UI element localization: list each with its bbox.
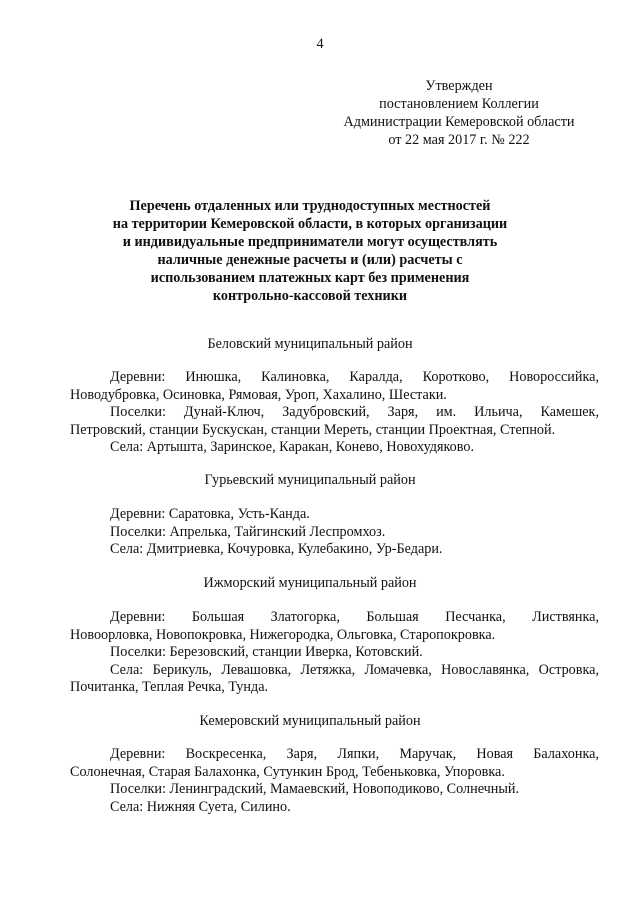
district-localities: [70, 506, 599, 559]
title-line: Перечень отдаленных или труднодоступных местностей: [129, 198, 491, 214]
title-line: наличные денежные расчеты и (или) расчеты с: [157, 252, 463, 268]
settlements-line: Петровский, станции Бускускан, станции Мереть, станции Проектная, Степной.: [70, 421, 556, 438]
document-title: [60, 197, 560, 305]
approval-line: постановлением Коллегии: [379, 96, 539, 112]
page-number: 4: [316, 36, 324, 52]
district-localities: [70, 746, 599, 816]
villages-line: Деревни: Большая Златогорка, Большая Песчанка, Листвянка,: [110, 609, 599, 625]
district-heading: Кемеровский муниципальный район: [199, 713, 421, 729]
villages-line: Деревни: Саратовка, Усть-Канда.: [110, 506, 310, 522]
selos-line: Села: Берикуль, Левашовка, Летяжка, Ломачевка, Новославянка, Островка,: [110, 661, 599, 678]
villages-line: Солонечная, Старая Балахонка, Сутункин Брод, Тебеньковка, Упоровка.: [70, 763, 505, 780]
villages-line: Новоорловка, Новопокровка, Нижегородка, Ольговка, Старопокровка.: [70, 626, 496, 643]
villages-line: Деревни: Воскресенка, Заря, Ляпки, Маручак, Новая Балахонка,: [110, 746, 599, 762]
villages-line: Деревни: Инюшка, Калиновка, Каралда, Коротково, Новороссийка,: [110, 369, 599, 385]
district-localities: [70, 369, 599, 457]
district-heading: Гурьевский муниципальный район: [204, 472, 416, 488]
settlements-line: Поселки: Березовский, станции Иверка, Котовский.: [110, 644, 423, 660]
district-localities: [70, 609, 599, 697]
district-heading: Ижморский муниципальный район: [203, 575, 417, 591]
approval-line: Утвержден: [425, 78, 493, 94]
selos-line: Села: Дмитриевка, Кочуровка, Кулебакино, Ур-Бедари.: [110, 541, 443, 557]
selos-line: Села: Артышта, Заринское, Каракан, Конево, Новохудяково.: [110, 439, 475, 455]
title-line: на территории Кемеровской области, в которых организации: [112, 216, 508, 232]
selos-line: Села: Нижняя Суета, Силино.: [110, 798, 291, 815]
approval-stamp: [300, 77, 618, 149]
selos-line: Почитанка, Теплая Речка, Тунда.: [70, 679, 269, 695]
district-heading: Беловский муниципальный район: [207, 336, 413, 352]
settlements-line: Поселки: Апрелька, Тайгинский Леспромхоз.: [110, 523, 386, 540]
title-line: и индивидуальные предприниматели могут осуществлять: [122, 234, 498, 250]
title-line: использованием платежных карт без применения: [150, 270, 470, 286]
settlements-line: Поселки: Ленинградский, Мамаевский, Новоподиково, Солнечный.: [110, 781, 520, 797]
approval-line: от 22 мая 2017 г. № 222: [388, 132, 530, 148]
title-line: контрольно-кассовой техники: [212, 288, 408, 304]
approval-line: Администрации Кемеровской области: [343, 114, 575, 130]
settlements-line: Поселки: Дунай-Ключ, Задубровский, Заря, им. Ильича, Камешек,: [110, 404, 599, 420]
villages-line: Новодубровка, Осиновка, Рямовая, Уроп, Хахалино, Шестаки.: [70, 386, 447, 403]
